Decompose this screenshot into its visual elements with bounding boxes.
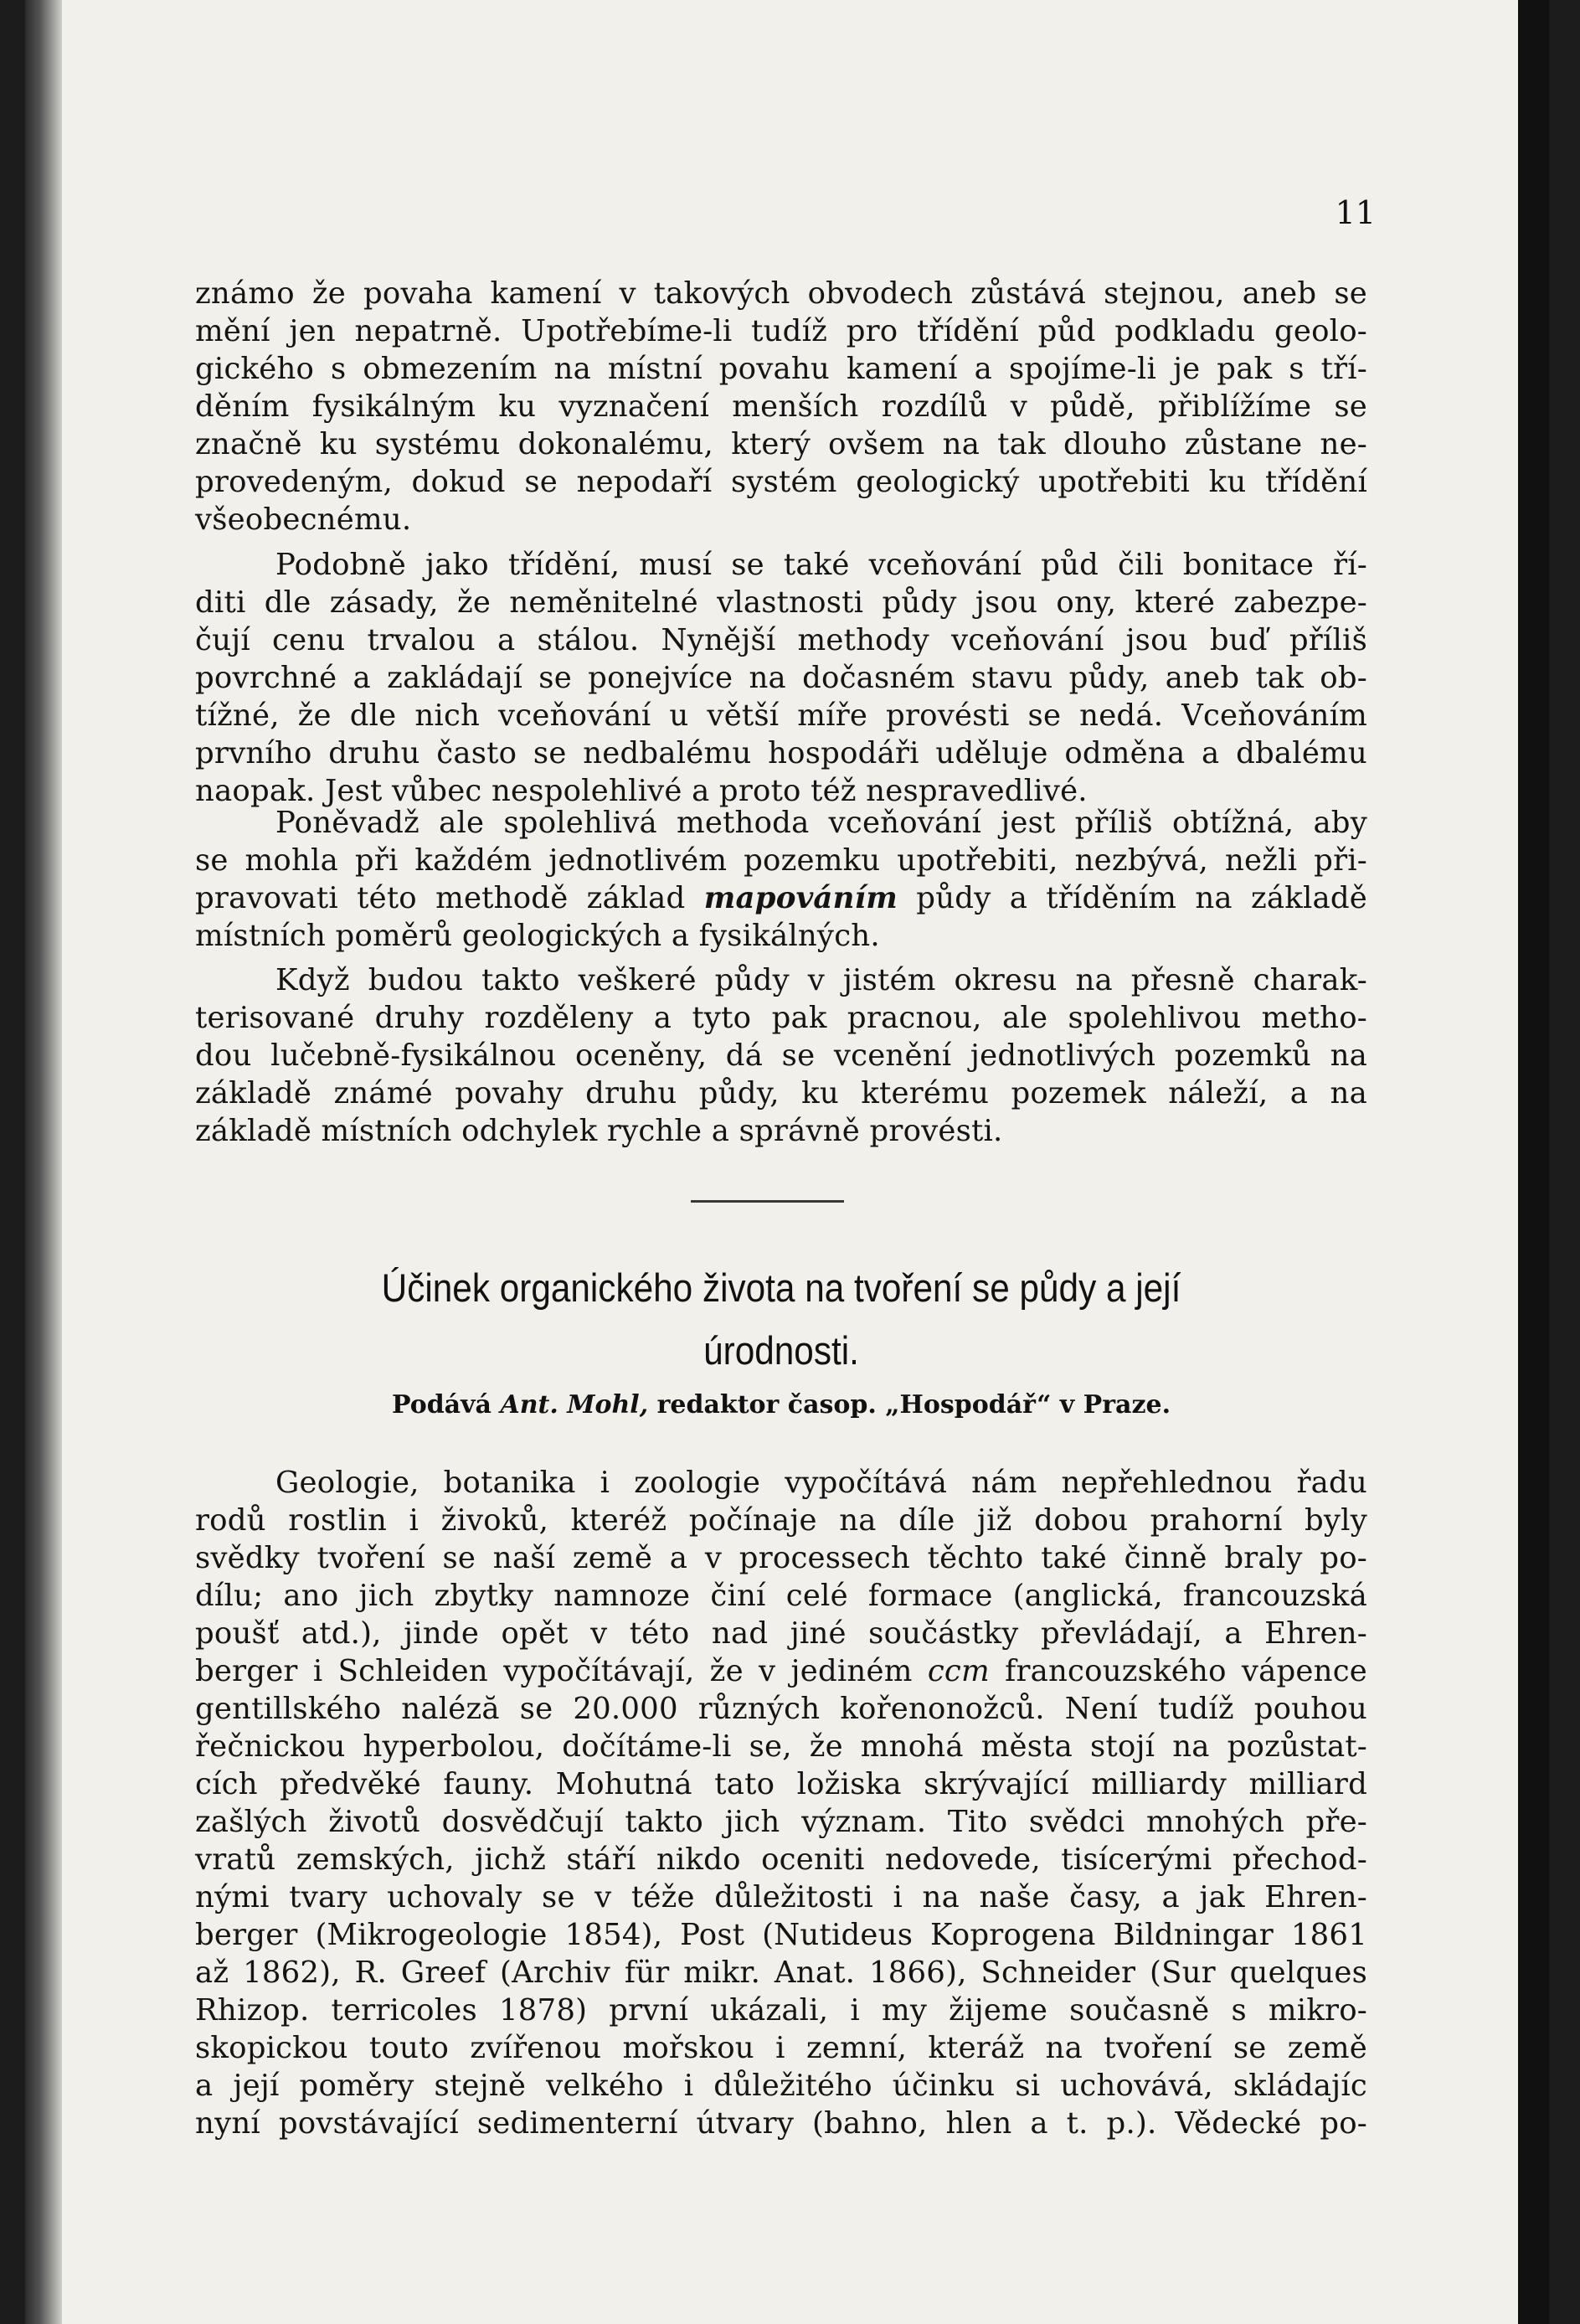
text-line bbox=[195, 879, 1367, 917]
scanned-page bbox=[25, 0, 1549, 2324]
text-line: Když budou takto veškeré půdy v jistém okresu na přesně charak- bbox=[275, 963, 1367, 997]
text-line: povrchné a zakládají se ponejvíce na dočasném stavu půdy, aneb tak ob- bbox=[195, 661, 1367, 695]
text-line: gentillského naléză se 20.000 různých kořenonožců. Není tudíž pouhou bbox=[195, 1692, 1367, 1726]
page-right-border bbox=[1518, 0, 1549, 2324]
text-line: všeobecnému. bbox=[195, 502, 412, 537]
text-line: skopickou touto zvířenou mořskou i zemní, kteráž na tvoření se země bbox=[195, 2031, 1367, 2065]
text-line: cích předvěké fauny. Mohutná tato ložiska skrývající milliardy milliard bbox=[195, 1767, 1367, 1801]
page-number: 11 bbox=[1335, 194, 1376, 231]
emphasis-mapovanim: mapováním bbox=[703, 881, 898, 915]
text-line: a její poměry stejně velkého i důležitého účinku si uchovává, skládajíc bbox=[195, 2069, 1367, 2103]
text-line: děním fysikálným ku vyznačení menších rozdílů v půdě, přiblížíme se bbox=[195, 389, 1367, 424]
text-line: berger (Mikrogeologie 1854), Post (Nutideus Koprogena Bildningar 1861 bbox=[195, 1918, 1367, 1952]
text-line: terisované druhy rozděleny a tyto pak pracnou, ale spolehlivou metho- bbox=[195, 1001, 1367, 1035]
text-line: čují cenu trvalou a stálou. Nynější methody vceňování jsou buď příliš bbox=[195, 623, 1367, 657]
text-line: dou lučebně-fysikálnou oceněny, dá se vcenění jednotlivých pozemků na bbox=[195, 1038, 1367, 1073]
text-line: Geologie, botanika i zoologie vypočítává nám nepřehlednou řadu bbox=[275, 1466, 1367, 1500]
text-line: tížné, že dle nich vceňování u větší míře provésti se nedá. Vceňováním bbox=[195, 698, 1367, 733]
paragraph-soil-classification bbox=[195, 275, 1367, 538]
text-line: nyní povstávající sedimenterní útvary (bahno, hlen a t. p.). Vědecké po- bbox=[195, 2106, 1367, 2141]
article-byline bbox=[195, 1390, 1367, 1420]
paragraph-mapping bbox=[195, 804, 1367, 955]
text-line bbox=[195, 1652, 1367, 1690]
paragraph-bonitation bbox=[195, 546, 1367, 810]
text-line: se mohla při každém jednotlivém pozemku upotřebiti, nezbývá, nežli při- bbox=[195, 843, 1367, 878]
paragraph-organic-life bbox=[195, 1464, 1367, 2142]
text-line: známo že povaha kamení v takových obvodech zůstává stejnou, aneb se bbox=[195, 276, 1367, 311]
text-line: mění jen nepatrně. Upotřebíme-li tudíž pro třídění půd podkladu geolo- bbox=[195, 314, 1367, 348]
paragraph-valuation bbox=[195, 961, 1367, 1150]
text-span: francouzského vápence bbox=[989, 1654, 1367, 1688]
text-line: diti dle zásady, že neměnitelné vlastnosti půdy jsou ony, které zabezpe- bbox=[195, 585, 1367, 620]
page-left-shadow bbox=[25, 0, 62, 2324]
text-line: značně ku systému dokonalému, který ovšem na tak dlouho zůstane ne- bbox=[195, 427, 1367, 461]
text-line: poušť atd.), jinde opět v této nad jiné součástky převládají, a Ehren- bbox=[195, 1616, 1367, 1651]
article-title-line2: úrodnosti. bbox=[703, 1328, 859, 1373]
section-divider bbox=[691, 1200, 844, 1203]
text-line: vratů zemských, jichž stáří nikdo oceniti nedovede, tisícerými přechod- bbox=[195, 1842, 1367, 1877]
text-line: nými tvary uchovaly se v téže důležitosti i na naše časy, a jak Ehren- bbox=[195, 1880, 1367, 1914]
text-line: až 1862), R. Greef (Archiv für mikr. Anat. 1866), Schneider (Sur quelques bbox=[195, 1956, 1367, 1990]
text-span: pravovati této methodě základ bbox=[195, 881, 704, 915]
text-line: základě známé povahy druhu půdy, ku kterému pozemek náleží, a na bbox=[195, 1076, 1367, 1110]
byline-suffix: redaktor časop. „Hospodář“ v Praze. bbox=[648, 1390, 1171, 1420]
text-span: půdy a tříděním na základě bbox=[898, 881, 1368, 915]
text-line: rodů rostlin i živoků, kteréž počínaje na díle již dobou prahorní byly bbox=[195, 1503, 1367, 1538]
text-span: berger i Schleiden vypočítávají, že v jediném bbox=[195, 1654, 928, 1688]
text-line: základě místních odchylek rychle a správně provésti. bbox=[195, 1114, 1003, 1148]
text-line: provedeným, dokud se nepodaří systém geologický upotřebiti ku třídění bbox=[195, 465, 1367, 499]
text-line: svědky tvoření se naší země a v processech těchto také činně braly po- bbox=[195, 1541, 1367, 1575]
text-line: prvního druhu často se nedbalému hospodáři uděluje odměna a dbalému bbox=[195, 736, 1367, 770]
article-title-line1: Účinek organického života na tvoření se půdy a její bbox=[381, 1265, 1181, 1310]
text-line: naopak. Jest vůbec nespolehlivé a proto též nespravedlivé. bbox=[195, 774, 1088, 808]
text-line: gického s obmezením na místní povahu kamení a spojíme-li je pak s tří- bbox=[195, 352, 1367, 386]
text-line: Podobně jako třídění, musí se také vceňování půd čili bonitace ří- bbox=[275, 548, 1367, 582]
text-line: řečnickou hyperbolou, dočítáme-li se, že mnohá města stojí na pozůstat- bbox=[195, 1729, 1367, 1764]
text-line: dílu; ano jich zbytky namnoze činí celé formace (anglická, francouzská bbox=[195, 1579, 1367, 1613]
byline-author: Ant. Mohl, bbox=[500, 1390, 649, 1420]
text-line: Poněvadž ale spolehlivá methoda vceňování jest příliš obtížná, aby bbox=[275, 806, 1367, 840]
emphasis-ccm: ccm bbox=[927, 1654, 990, 1688]
text-line: zašlých životů dosvědčují takto jich význam. Tito svědci mnohých pře- bbox=[195, 1805, 1367, 1839]
text-line: Rhizop. terricoles 1878) první ukázali, i my žijeme současně s mikro- bbox=[195, 1993, 1367, 2028]
text-line: místních poměrů geologických a fysikálných. bbox=[195, 919, 880, 953]
byline-prefix: Podává bbox=[391, 1390, 501, 1420]
